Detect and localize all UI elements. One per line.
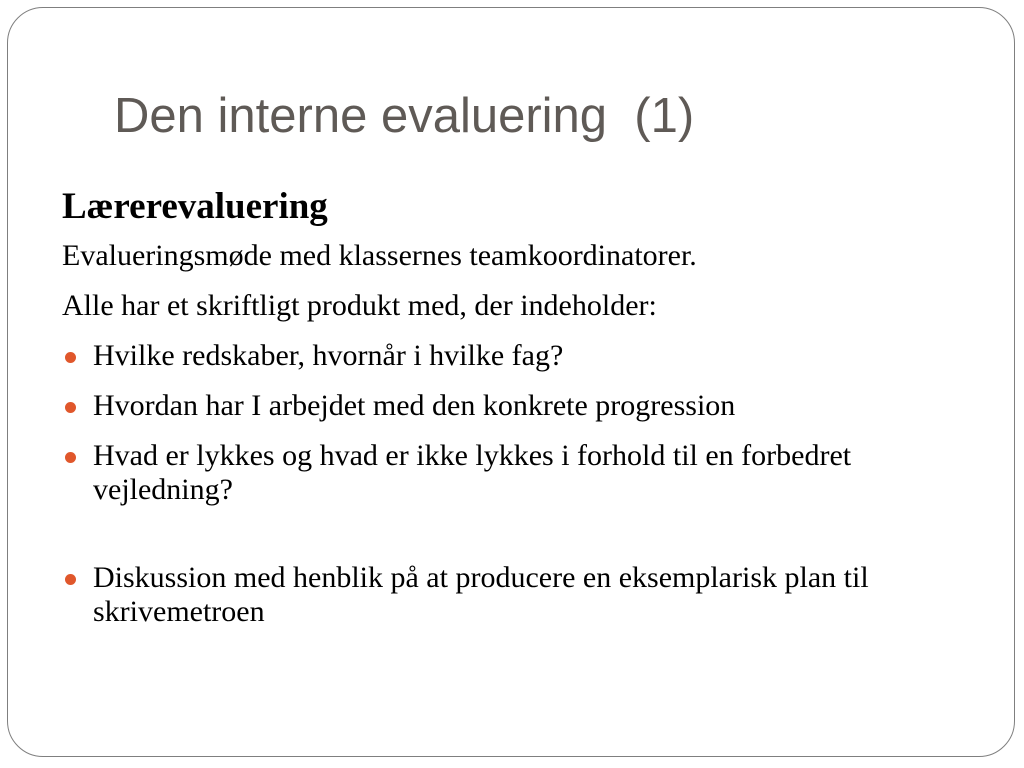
bullet-item bbox=[62, 339, 962, 373]
bullet-icon bbox=[65, 352, 76, 363]
slide-title: Den interne evaluering (1) bbox=[114, 89, 695, 143]
slide-content bbox=[62, 185, 962, 645]
bullet-text: Hvilke redskaber, hvornår i hvilke fag? bbox=[93, 339, 564, 372]
bullet-icon bbox=[65, 452, 76, 463]
bullet-item bbox=[62, 561, 962, 629]
body-paragraph: Evalueringsmøde med klassernes teamkoordinatorer. bbox=[62, 239, 697, 272]
body-paragraph: Alle har et skriftligt produkt med, der indeholder: bbox=[62, 289, 657, 322]
section-heading: Lærerevaluering bbox=[62, 186, 328, 227]
bullet-icon bbox=[65, 574, 76, 585]
bullet-list bbox=[62, 339, 962, 629]
bullet-text: Diskussion med henblik på at producere en eksemplarisk plan til skrivemetroen bbox=[93, 561, 869, 628]
slide bbox=[7, 7, 1015, 757]
bullet-item bbox=[62, 389, 962, 423]
bullet-icon bbox=[65, 402, 76, 413]
bullet-text: Hvad er lykkes og hvad er ikke lykkes i forhold til en forbedret vejledning? bbox=[93, 439, 852, 506]
bullet-text: Hvordan har I arbejdet med den konkrete progression bbox=[93, 389, 736, 422]
bullet-item bbox=[62, 439, 962, 507]
